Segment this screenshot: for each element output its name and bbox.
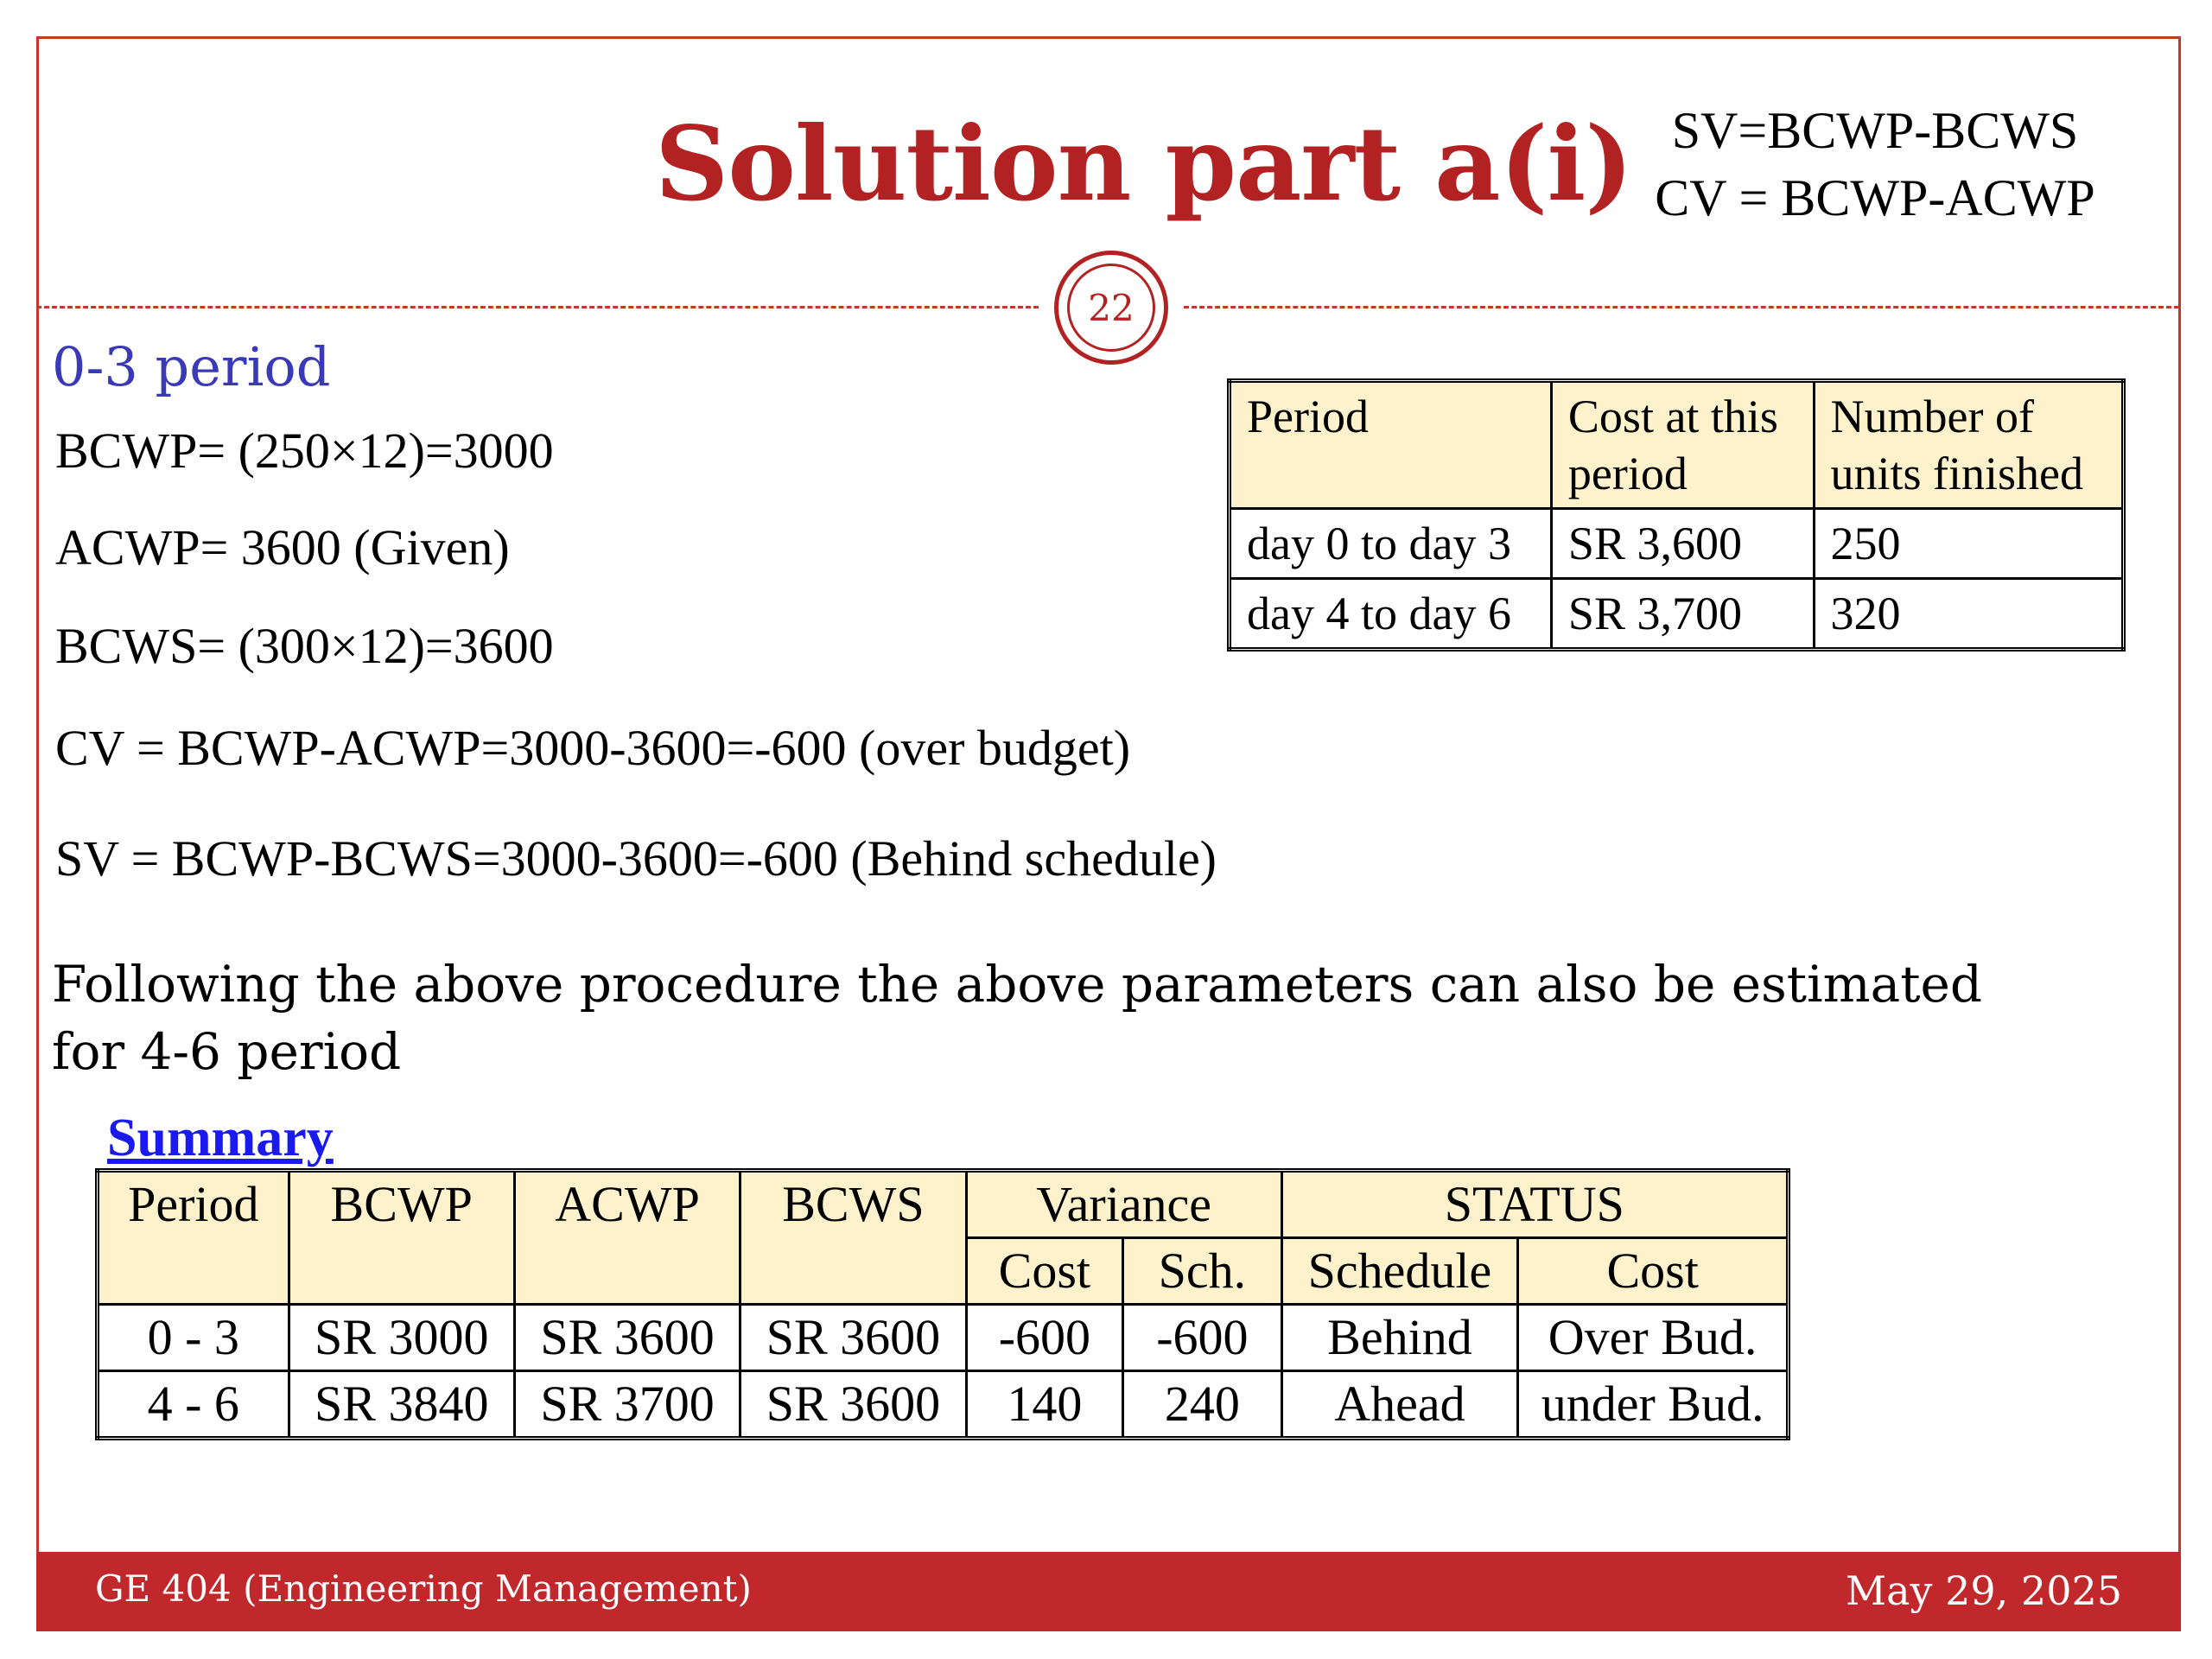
header-variance-cost: Cost — [966, 1238, 1123, 1305]
header-variance-sch: Sch. — [1123, 1238, 1282, 1305]
sv-line: SV = BCWP-BCWS=3000-3600=-600 (Behind schedule) — [55, 830, 1217, 887]
formula-cv: CV = BCWP-ACWP — [1655, 169, 2095, 226]
table-cell: under Bud. — [1518, 1371, 1789, 1439]
formula-sv: SV=BCWP-BCWS — [1671, 102, 2079, 159]
footer-date: May 29, 2025 — [1846, 1567, 2122, 1614]
table-row — [98, 1371, 1789, 1439]
table-cell: SR 3000 — [289, 1305, 514, 1371]
table-cell: Over Bud. — [1518, 1305, 1789, 1371]
table-cell: SR 3600 — [741, 1305, 966, 1371]
acwp-line: ACWP= 3600 (Given) — [55, 519, 510, 575]
header-status-schedule: Schedule — [1281, 1238, 1518, 1305]
table-cell: day 4 to day 6 — [1230, 579, 1552, 650]
slide-title: Solution part a(i) — [655, 104, 1633, 224]
bcws-line: BCWS= (300×12)=3600 — [55, 618, 554, 674]
header-period: Period — [98, 1171, 289, 1305]
table-cell: Behind — [1281, 1305, 1518, 1371]
header-cell: Period — [1230, 381, 1552, 509]
table-cell: 320 — [1814, 579, 2123, 650]
header-status-cost: Cost — [1518, 1238, 1789, 1305]
divider-right — [1184, 306, 2179, 308]
cv-line: CV = BCWP-ACWP=3000-3600=-600 (over budget) — [55, 720, 1131, 776]
table-cell: 140 — [966, 1371, 1123, 1439]
header-bcwp: BCWP — [289, 1171, 514, 1305]
table-cell: -600 — [1123, 1305, 1282, 1371]
table-cell: SR 3600 — [514, 1305, 740, 1371]
table-header-row — [1230, 381, 2124, 509]
table-cell: SR 3,600 — [1551, 509, 1814, 579]
page-number: 22 — [1067, 264, 1155, 352]
header-status: STATUS — [1281, 1171, 1788, 1238]
procedure-paragraph: Following the above procedure the above parameters can also be estimated for 4-6 period — [52, 955, 1982, 1081]
table-row — [1230, 579, 2124, 650]
table-cell: 0 - 3 — [98, 1305, 289, 1371]
table-cell: 250 — [1814, 509, 2123, 579]
footer-bar — [36, 1552, 2181, 1631]
summary-link[interactable]: Summary — [107, 1109, 334, 1167]
page-number-badge — [1054, 251, 1168, 365]
table-cell: SR 3840 — [289, 1371, 514, 1439]
header-acwp: ACWP — [514, 1171, 740, 1305]
formula-box — [1616, 97, 2134, 232]
divider-left — [36, 306, 1039, 308]
table-row — [1230, 509, 2124, 579]
reference-table — [1227, 378, 2126, 652]
header-variance: Variance — [966, 1171, 1281, 1238]
table-cell: 240 — [1123, 1371, 1282, 1439]
table-cell: SR 3600 — [741, 1371, 966, 1439]
table-cell: SR 3700 — [514, 1371, 740, 1439]
footer-course: GE 404 (Engineering Management) — [95, 1567, 752, 1610]
header-cell: Cost at this period — [1551, 381, 1814, 509]
summary-table — [95, 1168, 1790, 1440]
header-cell: Number of units finished — [1814, 381, 2123, 509]
table-cell: day 0 to day 3 — [1230, 509, 1552, 579]
table-cell: SR 3,700 — [1551, 579, 1814, 650]
table-row — [98, 1305, 1789, 1371]
table-cell: Ahead — [1281, 1371, 1518, 1439]
table-cell: 4 - 6 — [98, 1371, 289, 1439]
header-bcws: BCWS — [741, 1171, 966, 1305]
summary-header-row — [98, 1171, 1789, 1238]
table-cell: -600 — [966, 1305, 1123, 1371]
section-heading: 0-3 period — [52, 335, 331, 398]
bcwp-line: BCWP= (250×12)=3000 — [55, 423, 554, 479]
